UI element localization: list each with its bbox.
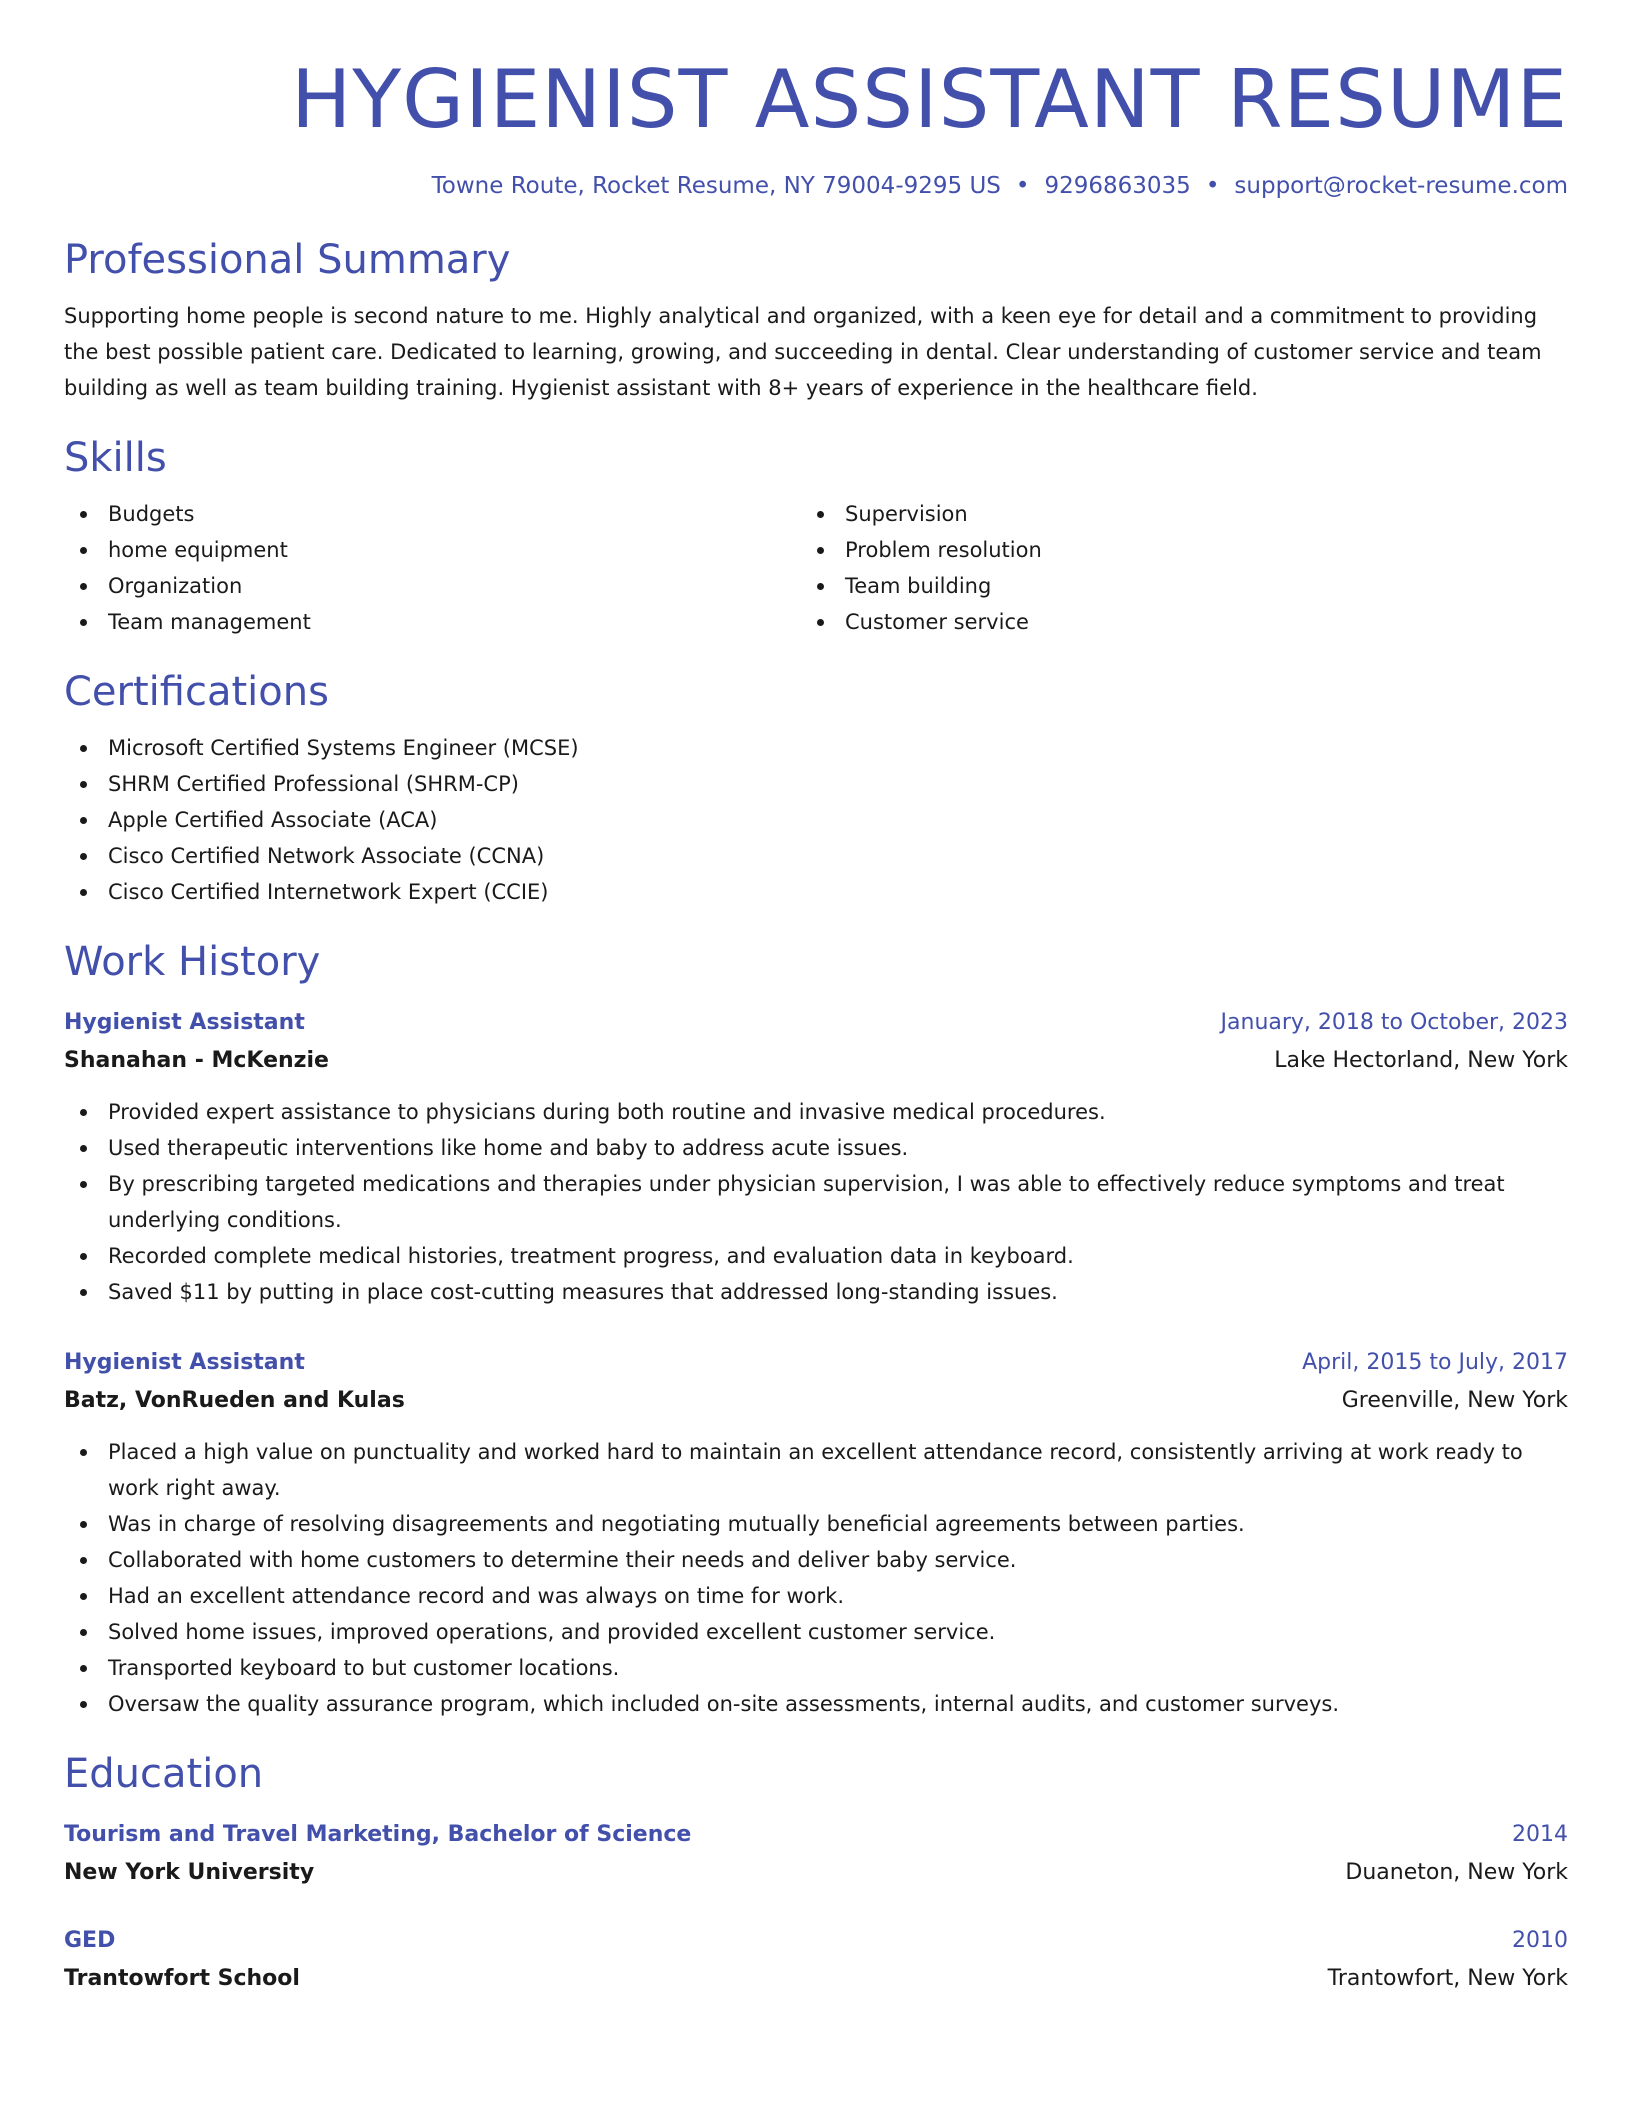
job-bullet: Solved home issues, improved operations, and provided excellent customer service.: [64, 1614, 1568, 1650]
contact-phone: 9296863035: [1044, 173, 1191, 199]
skill-item: Customer service: [801, 604, 1568, 640]
contact-separator: •: [1205, 173, 1220, 199]
education-entry: [64, 1922, 1568, 1998]
education-school: New York University: [64, 1860, 315, 1885]
job-title: Hygienist Assistant: [64, 1350, 305, 1375]
summary-text: Supporting home people is second nature to me. Highly analytical and organized, with a keen eye for detail and a commitment to providing the best possible patient care. Dedicated to learning, growing, and succeeding in dental. Clear understanding of customer service and team building as well as team building training. Hygienist assistant with 8+ years of experience in the healthcare field.: [64, 304, 1542, 400]
education-year: 2010: [1512, 1928, 1568, 1953]
job-title: Hygienist Assistant: [64, 1010, 305, 1035]
work-history-section: [64, 936, 1568, 1722]
education-section: [64, 1748, 1568, 1998]
job-entry: [64, 1004, 1568, 1310]
education-school: Trantowfort School: [64, 1966, 300, 1991]
section-heading: Work History: [64, 939, 321, 985]
job-bullet: Provided expert assistance to physicians during both routine and invasive medical procedures.: [64, 1094, 1568, 1130]
job-bullet: Was in charge of resolving disagreements and negotiating mutually beneficial agreements between parties.: [64, 1506, 1568, 1542]
job-dates: April, 2015 to July, 2017: [1302, 1350, 1568, 1375]
job-bullet: Collaborated with home customers to determine their needs and deliver baby service.: [64, 1542, 1568, 1578]
job-location: Lake Hectorland, New York: [1274, 1048, 1568, 1073]
skill-item: home equipment: [64, 532, 801, 568]
education-entry: [64, 1816, 1568, 1892]
certification-item: Cisco Certified Network Associate (CCNA): [64, 838, 1568, 874]
education-school-row: [64, 1854, 1568, 1892]
job-bullets: [64, 1094, 1568, 1310]
resume-title: HYGIENIST ASSISTANT RESUME: [291, 53, 1568, 146]
job-header-row: [64, 1344, 1568, 1382]
job-company: Batz, VonRueden and Kulas: [64, 1388, 405, 1413]
skill-item: Problem resolution: [801, 532, 1568, 568]
job-company-row: [64, 1382, 1568, 1420]
job-bullet: Oversaw the quality assurance program, which included on-site assessments, internal audits, and customer surveys.: [64, 1686, 1568, 1722]
certification-item: Apple Certified Associate (ACA): [64, 802, 1568, 838]
resume-header: [64, 52, 1568, 202]
education-location: Duaneton, New York: [1345, 1860, 1568, 1885]
job-bullet: Saved $11 by putting in place cost-cutting measures that addressed long-standing issues.: [64, 1274, 1568, 1310]
education-degree: Tourism and Travel Marketing, Bachelor of Science: [64, 1822, 692, 1847]
section-heading: Professional Summary: [64, 237, 511, 283]
skills-list-right: [801, 496, 1568, 640]
skill-item: Supervision: [801, 496, 1568, 532]
certifications-list: [64, 730, 1568, 910]
job-company-row: [64, 1042, 1568, 1080]
job-dates: January, 2018 to October, 2023: [1220, 1010, 1568, 1035]
certifications-section: [64, 666, 1568, 910]
contact-line: [64, 170, 1568, 202]
education-location: Trantowfort, New York: [1327, 1966, 1568, 1991]
job-company: Shanahan - McKenzie: [64, 1048, 329, 1073]
certification-item: Cisco Certified Internetwork Expert (CCIE): [64, 874, 1568, 910]
skill-item: Budgets: [64, 496, 801, 532]
education-year: 2014: [1512, 1822, 1568, 1847]
job-bullet: Transported keyboard to but customer locations.: [64, 1650, 1568, 1686]
education-school-row: [64, 1960, 1568, 1998]
certification-item: SHRM Certified Professional (SHRM-CP): [64, 766, 1568, 802]
section-heading: Certifications: [64, 669, 329, 715]
job-bullets: [64, 1434, 1568, 1722]
skills-section: [64, 432, 1568, 640]
section-heading: Skills: [64, 435, 167, 481]
job-bullet: Placed a high value on punctuality and worked hard to maintain an excellent attendance record, consistently arriving at work ready to work right away.: [64, 1434, 1568, 1506]
certification-item: Microsoft Certified Systems Engineer (MCSE): [64, 730, 1568, 766]
contact-separator: •: [1015, 173, 1030, 199]
summary-section: [64, 234, 1568, 406]
job-header-row: [64, 1004, 1568, 1042]
skills-grid: [64, 496, 1568, 640]
education-header-row: [64, 1816, 1568, 1854]
skills-list-left: [64, 496, 801, 640]
education-header-row: [64, 1922, 1568, 1960]
education-degree: GED: [64, 1928, 116, 1953]
job-bullet: Had an excellent attendance record and was always on time for work.: [64, 1578, 1568, 1614]
contact-address: Towne Route, Rocket Resume, NY 79004-9295 US: [431, 173, 1001, 199]
job-entry: [64, 1344, 1568, 1722]
job-bullet: Recorded complete medical histories, treatment progress, and evaluation data in keyboard.: [64, 1238, 1568, 1274]
skill-item: Team building: [801, 568, 1568, 604]
section-heading: Education: [64, 1751, 264, 1797]
skill-item: Organization: [64, 568, 801, 604]
contact-email-link[interactable]: support@rocket-resume.com: [1234, 173, 1568, 199]
job-bullet: Used therapeutic interventions like home and baby to address acute issues.: [64, 1130, 1568, 1166]
job-location: Greenville, New York: [1341, 1388, 1568, 1413]
skill-item: Team management: [64, 604, 801, 640]
job-bullet: By prescribing targeted medications and therapies under physician supervision, I was able to effectively reduce symptoms and treat underlying conditions.: [64, 1166, 1568, 1238]
